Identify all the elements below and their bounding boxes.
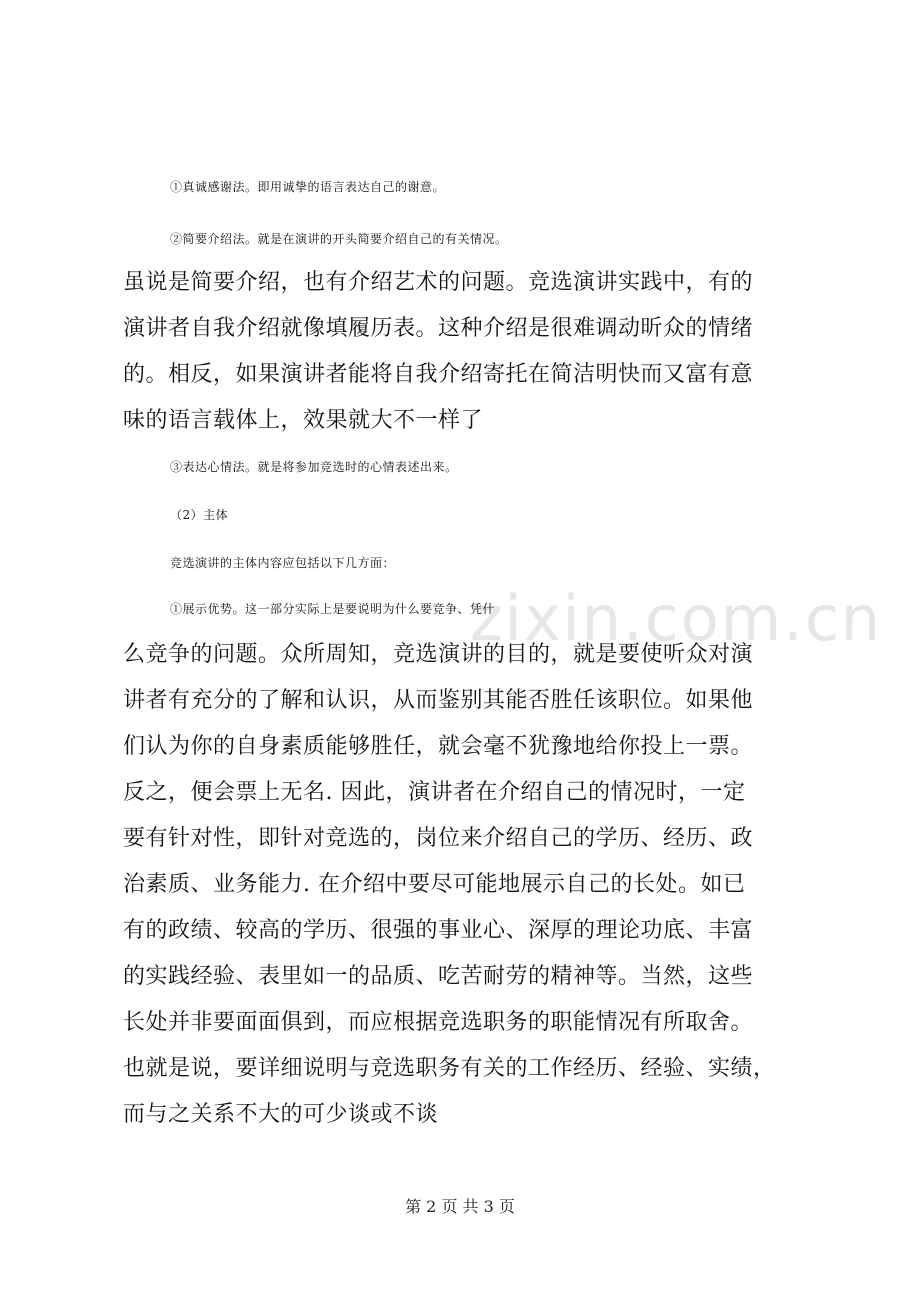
paragraph-line: 而与之关系不大的可少谈或不谈 [123,1102,439,1127]
paragraph-line: 也就是说，要详细说明与竞选职务有关的工作经历、经验、实绩， [123,1056,776,1081]
paragraph-line: 么竞争的问题。众所周知，竞选演讲的目的，就是要使听众对演 [123,642,754,667]
page-footer: 第 2 页 共 3 页 [405,1197,515,1216]
paragraph-line: 反之，便会票上无名. 因此，演讲者在介绍自己的情况时，一定 [123,780,746,805]
paragraph-line: 味的语言载体上，效果就大不一样了 [123,408,484,433]
paragraph-line: ①真诚感谢法。即用诚挚的语言表达自己的谢意。 [170,180,446,194]
paragraph-line: ②简要介绍法。就是在演讲的开头简要介绍自己的有关情况。 [170,232,508,246]
paragraph-line: ①展示优势。这一部分实际上是要说明为什么要竞争、凭什 [170,602,496,616]
paragraph-line: ③表达心情法。就是将参加竞选时的心情表述出来。 [170,460,458,474]
paragraph-line: 演讲者自我介绍就像填履历表。这种介绍是很难调动昕众的情绪 [123,316,754,341]
paragraph-line: 们认为你的自身素质能够胜任，就会毫不犹豫地给你投上一票。 [123,734,754,759]
section-heading: （2）主体 [170,508,229,522]
paragraph-line: 治素质、业务能力. 在介绍中要尽可能地展示自己的长处。如已 [123,872,746,897]
paragraph-line: 讲者有充分的了解和认识，从而鉴别其能否胜任该职位。如果他 [123,688,754,713]
paragraph-line: 的。相反，如果演讲者能将自我介绍寄托在简洁明快而又富有意 [123,362,754,387]
paragraph-line: 要有针对性，即针对竞选的，岗位来介绍自己的学历、经历、政 [123,826,754,851]
paragraph-line: 虽说是简要介绍，也有介绍艺术的问题。竞选演讲实践中，有的 [123,270,754,295]
paragraph-line: 竞选演讲的主体内容应包括以下几方面： [170,556,396,570]
paragraph-line: 长处并非要面面俱到，而应根据竞选职务的职能情况有所取舍。 [123,1010,754,1035]
paragraph-line: 有的政绩、较高的学历、很强的事业心、深厚的理论功底、丰富 [123,918,754,943]
watermark: zixin.com.cn [470,582,883,655]
paragraph-line: 的实践经验、表里如一的品质、吃苦耐劳的精神等。当然，这些 [123,964,754,989]
